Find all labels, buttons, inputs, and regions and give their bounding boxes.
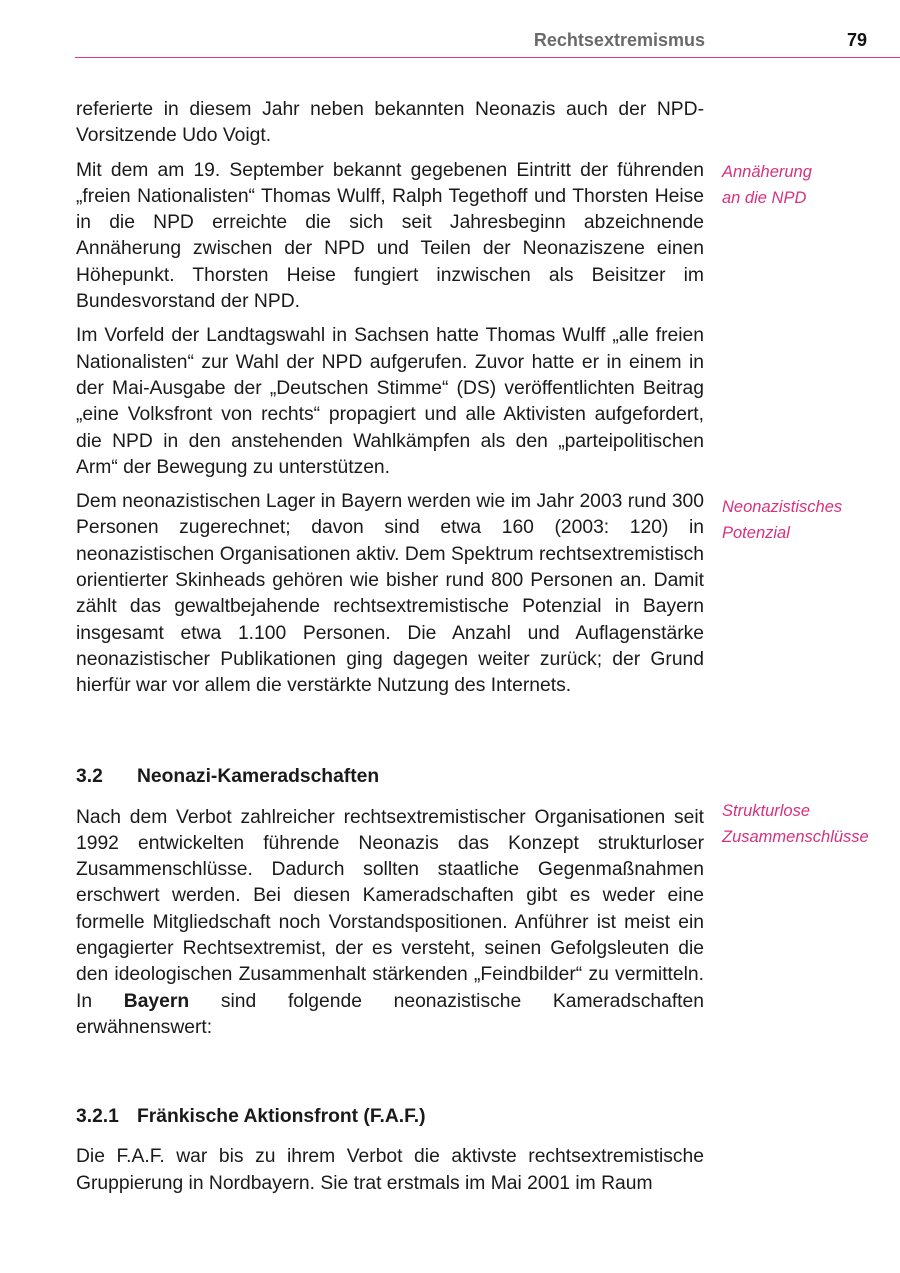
margin-note-strukturlose xyxy=(722,798,897,850)
margin-note-annaeherung xyxy=(722,159,897,211)
margin-note-potenzial xyxy=(722,494,897,546)
paragraph: Die F.A.F. war bis zu ihrem Verbot die aktivste rechtsextremistische Gruppierung in Nordbayern. Sie trat erstmals im Mai 2001 im Raum xyxy=(76,1146,704,1194)
margin-note-line: Strukturlose xyxy=(722,802,811,820)
section-heading-3-2-1 xyxy=(76,1104,704,1130)
section-spacer xyxy=(76,790,704,805)
paragraph: Im Vorfeld der Landtagswahl in Sachsen hatte Thomas Wulff „alle freien Nationalisten“ zur Wahl der NPD aufgerufen. Zuvor hatte er in einem in der Mai-Ausgabe der „Deutschen Stimme“ (DS) veröffentlichten Beitrag „eine Volksfront von rechts“ propagiert und alle Aktivisten aufgefordert, die NPD in den anstehenden Wahlkämpfen als den „parteipolitischen Arm“ der Bewegung zu unterstützen. xyxy=(76,325,704,478)
section-heading-3-2 xyxy=(76,764,704,790)
running-title: Rechtsextremismus xyxy=(533,30,705,50)
page-header xyxy=(75,0,900,58)
paragraph: Dem neonazistischen Lager in Bayern werden wie im Jahr 2003 rund 300 Personen zugerechnet; davon sind etwa 160 (2003: 120) in neonazistischen Organisationen aktiv. Dem Spektrum rechtsextremistisch orientierter Skinheads gehören wie bisher rund 800 Personen an. Damit zählt das gewaltbejahende rechtsextremistische Potenzial in Bayern insgesamt etwa 1.100 Personen. Die Anzahl und Auflagenstärke neonazistischer Publikationen ging dagegen weiter zurück; der Grund hierfür war vor allem die verstärkte Nutzung des Internets. xyxy=(76,491,704,697)
paragraph xyxy=(76,805,704,1042)
main-text-column xyxy=(76,97,704,1205)
text-run: Nach dem Verbot zahlreicher rechtsextremistischer Organisationen seit 1992 entwickelten führende Neonazis das Konzept strukturloser Zusammenschlüsse. Dadurch sollten staatliche Gegenmaßnahmen erschwert werden. Bei diesen Kameradschaften gibt es weder eine formelle Mitgliedschaft noch Vorstandspositionen. Anführer ist meist ein engagierter Rechtsextremist, der es versteht, seinen Gefolgsleuten die den ideologischen Zusammenhalt stärkenden „Feindbilder“ zu vermitteln. In xyxy=(76,806,704,1012)
margin-note-line: Neonazistisches xyxy=(722,498,843,516)
paragraph: referierte in diesem Jahr neben bekannten Neonazis auch der NPD-Vorsitzende Udo Voigt. xyxy=(76,99,704,147)
margin-note-line: Annäherung xyxy=(722,163,812,181)
margin-note-line: Potenzial xyxy=(722,524,790,542)
paragraph: Mit dem am 19. September bekannt gegebenen Eintritt der führenden „freien Nationalisten“ Thomas Wulff, Ralph Tegethoff und Thorsten Heise in die NPD erreichte die sich seit Jahresbeginn abzeichnende Annäherung zwischen der NPD und Teilen der Neonaziszene einen Höhepunkt. Thorsten Heise fungiert inzwischen als Beisitzer im Bundesvorstand der NPD. xyxy=(76,159,704,313)
section-number: 3.2.1 xyxy=(76,1106,119,1128)
margin-note-line: an die NPD xyxy=(722,189,807,207)
emphasis-text: Bayern xyxy=(123,990,190,1012)
section-number: 3.2 xyxy=(76,765,103,787)
section-spacer xyxy=(76,708,704,764)
margin-note-line: Zusammenschlüsse xyxy=(722,828,869,846)
page-number: 79 xyxy=(846,30,867,50)
section-spacer xyxy=(76,1049,704,1104)
section-title: Neonazi-Kameradschaften xyxy=(137,765,380,787)
text-run: sind folgende neonazistische Kameradschaften erwähnenswert: xyxy=(76,990,704,1038)
section-title: Fränkische Aktionsfront (F.A.F.) xyxy=(137,1106,426,1128)
section-spacer xyxy=(76,1130,704,1144)
